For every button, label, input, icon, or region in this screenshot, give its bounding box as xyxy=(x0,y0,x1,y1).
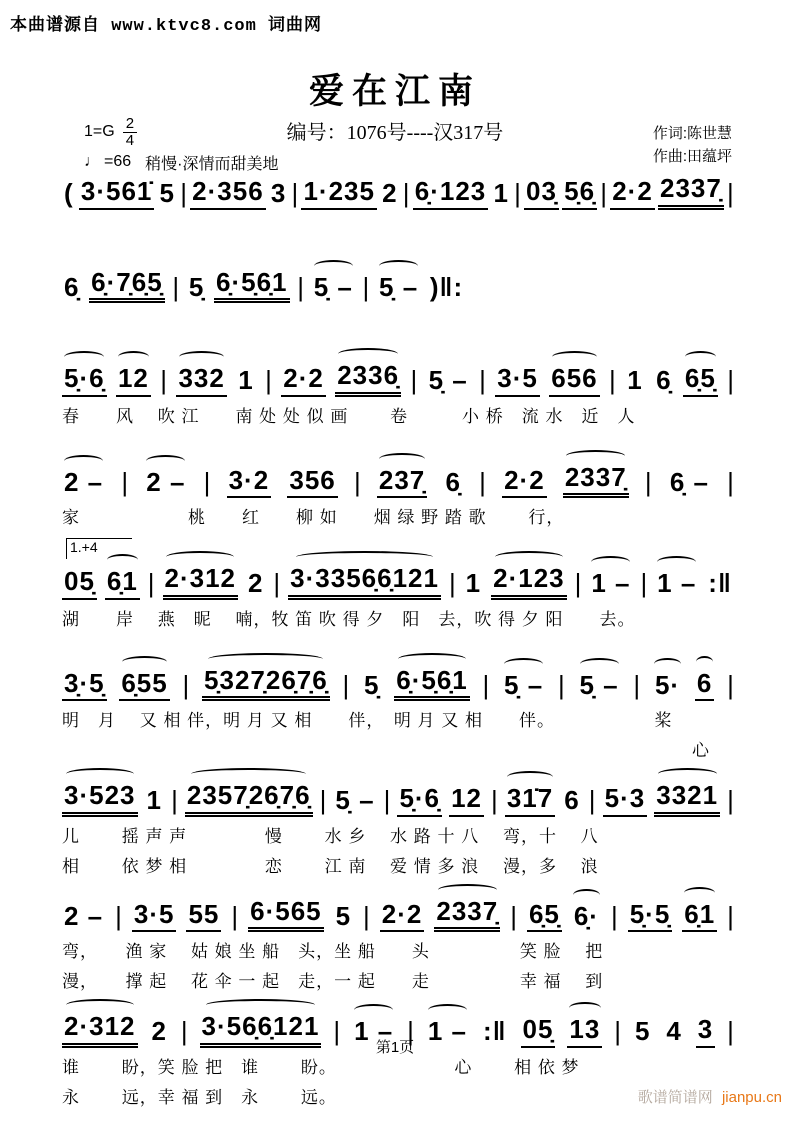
note-group: 3·5 xyxy=(132,898,177,933)
barline: | xyxy=(514,178,521,208)
lyricist-credit: 作词:陈世慧 xyxy=(652,125,732,142)
note-group: 1·235 xyxy=(301,175,377,210)
note-group: 6̣· xyxy=(573,900,599,931)
notation-row xyxy=(62,895,734,933)
lyric-row: 春 风 吹 江 南 处 处 似 画 卷 小 桥 流 水 近 人 xyxy=(62,406,636,426)
barline: | xyxy=(383,785,391,815)
barline: | xyxy=(231,900,239,931)
note-group: 1 xyxy=(493,178,509,208)
top-watermark-text: 本曲谱源自 www.ktvc8.com 词曲网 xyxy=(10,17,323,36)
barline: | xyxy=(182,669,190,700)
barline: | xyxy=(610,900,618,931)
barline: | xyxy=(633,669,641,700)
barline: | xyxy=(727,1016,734,1046)
note-group: 12 xyxy=(449,782,484,817)
note-group: 237̣ xyxy=(377,464,427,499)
barline: | xyxy=(297,271,304,302)
note-group: 2·312 xyxy=(62,1010,138,1048)
note-group: 6̣·5̣6̣1 xyxy=(394,664,470,702)
note-group: 2 xyxy=(382,178,398,208)
note-group: 6̣1 xyxy=(105,565,140,600)
lyric-row: 家 桃 红 柳 如 烟 绿 野 踏 歌 行， xyxy=(62,508,565,527)
note-group: 2336̣ xyxy=(335,359,401,397)
lyric-row: 湖 岸 燕 昵 喃，牧 笛 吹 得 夕 阳 去，吹 得 夕 阳 去。 xyxy=(62,609,636,629)
note-group: 5̣6̣ xyxy=(562,175,597,210)
barline: | xyxy=(353,466,361,497)
note-group: 5̣ – xyxy=(313,271,353,302)
barline: | xyxy=(363,900,370,931)
barline: | xyxy=(727,669,734,700)
note-group: 55 xyxy=(186,898,221,933)
note-group: 3321 xyxy=(654,779,720,817)
note-group: 5̣·6̣ xyxy=(62,362,107,397)
barline: | xyxy=(727,466,734,497)
barline: | xyxy=(609,365,616,395)
lyric-row: 心 xyxy=(62,741,710,760)
note-group: 5·3 xyxy=(603,782,648,817)
meter-numerator: 2 xyxy=(123,116,137,133)
note-group: 6̣55 xyxy=(119,667,169,702)
note-group: 6̣·5̣6̣1 xyxy=(214,266,290,304)
barline: | xyxy=(180,178,187,208)
note-group: 05̣ xyxy=(521,1013,556,1048)
barline: | xyxy=(727,900,734,931)
note-group: )‖: xyxy=(429,271,464,302)
note-group: 1 – xyxy=(591,568,631,598)
lyric-row: 弯， 渔 家 姑 娘 坐 船 头，坐 船 头 笑 脸 把 xyxy=(62,942,604,961)
note-group: 1 xyxy=(146,785,163,815)
barline: | xyxy=(180,1016,188,1046)
barline: | xyxy=(407,1016,414,1046)
note-group: ( xyxy=(64,178,74,208)
lyric-row: 儿 摇 声 声 慢 水 乡 水 路 十 八 弯，十 八 xyxy=(62,826,599,846)
note-group: 2337̣ xyxy=(563,461,629,499)
volta-bracket: 1.+4 xyxy=(66,538,132,559)
score-line xyxy=(62,359,734,427)
score-line xyxy=(62,172,734,210)
note-group: 3·561̇ xyxy=(79,175,155,210)
note-group: 6̣5̣ xyxy=(683,362,718,397)
tempo-value: =66 xyxy=(104,153,132,170)
note-group: 3·523 xyxy=(62,779,138,817)
barline: | xyxy=(727,365,734,395)
barline: | xyxy=(727,178,734,208)
expression-text: 稍慢·深情而甜美地 xyxy=(145,155,279,173)
note-group: 5 xyxy=(159,178,176,208)
page-number: 第1页 xyxy=(375,1039,415,1056)
lyric-row: 漫， 撑 起 花 伞 一 起 走，一 起 走 幸 福 到 xyxy=(62,972,604,991)
note-group: 2·2 xyxy=(502,464,547,499)
song-title: 爱在江南 xyxy=(308,72,481,111)
note-group: 2 xyxy=(151,1016,167,1046)
note-group: 5̣ – xyxy=(335,785,375,815)
barline: | xyxy=(600,178,608,208)
note-group: 3·3356̣6̣121 xyxy=(288,562,441,600)
barline: | xyxy=(557,669,565,700)
note-group: 2·2 xyxy=(380,898,425,933)
score-line xyxy=(62,779,734,877)
barline: | xyxy=(640,568,648,598)
barline: | xyxy=(265,365,272,395)
barline: | xyxy=(614,1016,621,1046)
barline: | xyxy=(482,669,490,700)
note-group: 5̣ – xyxy=(579,669,619,700)
note-group: 5̣327̣26̣7̣6̣ xyxy=(202,664,330,702)
note-group: 5̣ xyxy=(188,271,205,302)
score xyxy=(62,172,734,1126)
note-group: 6 xyxy=(564,785,580,815)
note-group: 5· xyxy=(654,669,681,700)
note-group: 6̣ – xyxy=(669,466,709,497)
note-group: 6̣ xyxy=(445,466,461,497)
barline: | xyxy=(273,568,281,598)
barline: | xyxy=(147,568,155,598)
barline: | xyxy=(510,900,517,931)
note-group: 2·2 xyxy=(281,362,326,397)
note-group: 356 xyxy=(287,464,337,499)
note-group: 6̣ xyxy=(656,365,672,395)
note-group: 5̣·5̣ xyxy=(628,898,673,933)
score-line xyxy=(62,664,734,762)
note-group: 1 xyxy=(627,365,643,395)
barline: | xyxy=(203,466,211,497)
note-group: 3·56̣6̣121 xyxy=(200,1010,322,1048)
note-group: :‖ xyxy=(708,568,732,598)
lyric-row: 谁 盼，笑 脸 把 谁 盼。 心 相 依 梦 xyxy=(62,1057,580,1077)
credits xyxy=(653,122,732,169)
lyric-row: 相 依 梦 相 恋 江 南 爱 情 多 浪 漫，多 浪 xyxy=(62,856,599,876)
note-group: :‖ xyxy=(482,1016,507,1046)
notation-row xyxy=(62,359,734,397)
lyric-row: 永 远，幸 福 到 永 远。 xyxy=(62,1087,337,1107)
notation-row xyxy=(62,266,465,304)
note-group: 3̣·5̣ xyxy=(62,667,107,702)
key-label: 1=G xyxy=(84,123,115,141)
note-group: 2 – xyxy=(146,466,186,497)
note-group: 5̣ – xyxy=(504,669,544,700)
score-line xyxy=(62,895,734,993)
barline: | xyxy=(410,365,418,395)
note-group: 1 xyxy=(238,365,254,395)
barline: | xyxy=(574,568,582,598)
site-watermark xyxy=(638,1086,782,1107)
note-group: 6·565 xyxy=(248,895,324,933)
barline: | xyxy=(588,785,596,815)
note-group: 1 – xyxy=(427,1016,468,1046)
barline: | xyxy=(333,1016,341,1046)
note-group: 2·312 xyxy=(163,562,239,600)
composer-credit: 作曲:田蕴坪 xyxy=(652,148,732,166)
note-group: 5̣ – xyxy=(379,271,419,302)
barline: | xyxy=(121,466,129,497)
notation-row xyxy=(62,461,734,499)
note-group: 2 xyxy=(247,568,264,598)
note-group: 5̣·6̣ xyxy=(397,782,442,817)
site-link[interactable]: jianpu.cn xyxy=(721,1089,782,1106)
note-group: 6 xyxy=(695,667,714,702)
barline: | xyxy=(319,785,327,815)
note-group: 31̇7 xyxy=(505,782,555,817)
note-group: 5̣ xyxy=(364,669,380,700)
note-group: 4 xyxy=(666,1016,682,1046)
barline: | xyxy=(491,785,498,815)
score-line xyxy=(62,461,734,529)
note-group: 2 – xyxy=(64,900,104,931)
site-name: 歌谱简谱网 xyxy=(637,1089,713,1106)
note-group: 656 xyxy=(549,362,599,397)
note-group: 2357̣26̣7̣6̣ xyxy=(185,779,313,817)
barline: | xyxy=(172,271,180,302)
note-group: 6̣ xyxy=(64,271,80,302)
note-group: 2·356 xyxy=(190,175,266,210)
barline: | xyxy=(115,900,122,931)
score-line xyxy=(62,539,734,630)
key-signature-block xyxy=(84,116,278,174)
note-group: 5 xyxy=(335,900,352,931)
note-group: 6̣·123 xyxy=(413,175,489,210)
barline: | xyxy=(402,178,410,208)
note-group: 6̣·7̣6̣5̣ xyxy=(89,266,165,304)
note-group: 3·5 xyxy=(495,362,540,397)
barline: | xyxy=(727,785,734,815)
barline: | xyxy=(171,785,178,815)
note-group: 2 – xyxy=(64,466,104,497)
note-group: 3·2 xyxy=(227,464,272,499)
meter-denominator: 4 xyxy=(125,131,135,149)
note-group: 5̣ – xyxy=(428,365,468,395)
note-group: 2·2 xyxy=(610,175,655,210)
note-group: 2·123 xyxy=(491,562,567,600)
note-group: 6̣5̣ xyxy=(527,898,562,933)
notation-row xyxy=(62,779,734,817)
barline: | xyxy=(362,271,370,302)
song-number: 编号：1076号----汉317号 xyxy=(286,122,504,144)
note-group: 332 xyxy=(176,362,226,397)
barline: | xyxy=(291,178,299,208)
time-signature xyxy=(123,116,137,149)
score-line xyxy=(62,266,734,304)
barline: | xyxy=(342,669,350,700)
note-group: 1 xyxy=(465,568,482,598)
note-group: 1 – xyxy=(354,1016,394,1046)
note-group: 2337̣ xyxy=(434,895,500,933)
barline: | xyxy=(160,365,168,395)
notation-row xyxy=(62,562,734,600)
barline: | xyxy=(479,365,486,395)
note-group: 6̣1 xyxy=(682,898,717,933)
score-line xyxy=(62,1010,734,1108)
note-group: 3 xyxy=(270,178,287,208)
quarter-note-icon: ♩ xyxy=(84,153,100,170)
note-group: 5 xyxy=(634,1016,651,1046)
note-group: 2337̣ xyxy=(658,172,724,210)
note-group: 03̣ xyxy=(524,175,559,210)
barline: | xyxy=(448,568,456,598)
note-group: 3 xyxy=(696,1013,715,1048)
note-group: 13 xyxy=(567,1013,602,1048)
notation-row xyxy=(62,172,734,210)
note-group: 05̣ xyxy=(62,565,97,600)
note-group: 12 xyxy=(116,362,151,397)
barline: | xyxy=(644,466,652,497)
barline: | xyxy=(479,466,486,497)
lyric-row: 明 月 又 相 伴，明 月 又 相 伴， 明 月 又 相 伴。 桨 xyxy=(62,711,673,730)
note-group: 1 – xyxy=(657,568,697,598)
notation-row xyxy=(62,664,734,702)
